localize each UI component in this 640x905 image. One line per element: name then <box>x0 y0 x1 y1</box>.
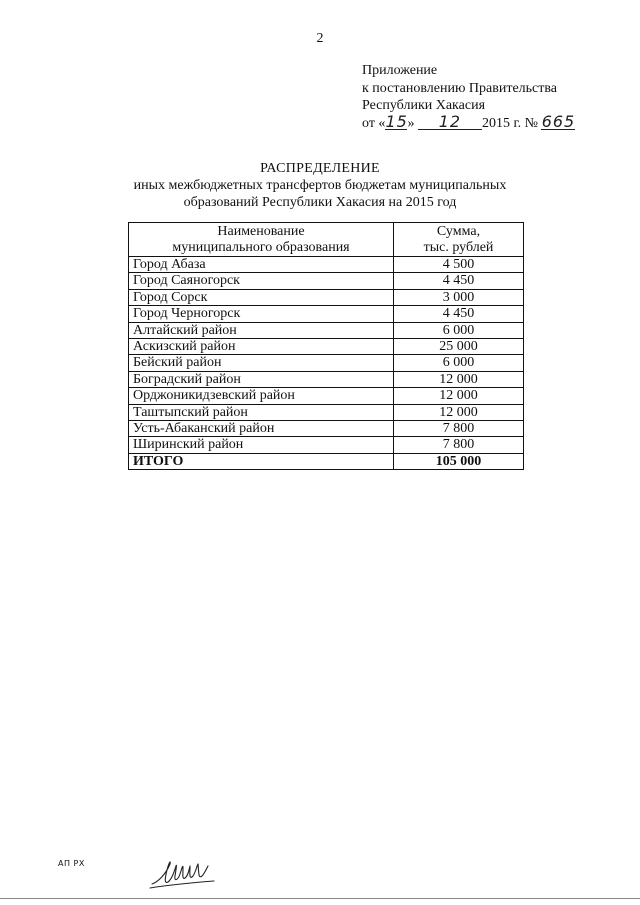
title-subtitle-line1: иных межбюджетных трансфертов бюджетам муниципальных <box>133 178 507 193</box>
appendix-block <box>362 62 575 132</box>
row-name: Алтайский район <box>129 322 394 338</box>
row-sum: 25 000 <box>394 339 524 355</box>
distribution-table <box>128 222 524 470</box>
row-sum: 4 450 <box>394 306 524 322</box>
row-sum: 12 000 <box>394 371 524 387</box>
table-row <box>129 437 524 453</box>
table-row <box>129 322 524 338</box>
signature-icon <box>148 852 218 892</box>
row-sum: 12 000 <box>394 404 524 420</box>
page-number: 2 <box>316 31 324 46</box>
total-label: ИТОГО <box>129 453 394 469</box>
row-name: Город Абаза <box>129 257 394 273</box>
header-name-line1: Наименование <box>217 223 305 239</box>
handwritten-decree-number: 665 <box>541 111 576 131</box>
row-sum: 7 800 <box>394 421 524 437</box>
header-sum-line1: Сумма, <box>436 223 481 239</box>
handwritten-signature <box>148 852 218 897</box>
header-name-line2: муниципального образования <box>172 239 350 255</box>
table-row <box>129 289 524 305</box>
date-close-quote: » <box>407 115 415 131</box>
header-municipality <box>129 223 394 257</box>
header-sum <box>394 223 524 257</box>
row-name: Орджоникидзевский район <box>129 388 394 404</box>
row-name: Город Черногорск <box>129 306 394 322</box>
title-subtitle-line2: образований Республики Хакасия на 2015 год <box>183 195 457 210</box>
page-bottom-edge <box>0 898 640 899</box>
table-row <box>129 421 524 437</box>
row-sum: 6 000 <box>394 355 524 371</box>
appendix-title: Приложение <box>362 63 438 78</box>
handwritten-day: 15 <box>385 111 408 131</box>
table-row <box>129 257 524 273</box>
total-sum: 105 000 <box>394 453 524 469</box>
date-year-number-label: 2015 г. № <box>481 115 538 131</box>
appendix-government: Республики Хакасия <box>362 98 486 113</box>
table-row <box>129 273 524 289</box>
table-header-row <box>129 223 524 257</box>
row-name: Город Саяногорск <box>129 273 394 289</box>
row-name: Таштыпский район <box>129 404 394 420</box>
total-row <box>129 453 524 469</box>
table-row <box>129 339 524 355</box>
document-title <box>0 160 640 211</box>
row-name: Аскизский район <box>129 339 394 355</box>
row-name: Бейский район <box>129 355 394 371</box>
row-sum: 6 000 <box>394 322 524 338</box>
title-main: РАСПРЕДЕЛЕНИЕ <box>260 161 380 176</box>
handwritten-month: 12 <box>418 115 482 130</box>
row-name: Усть-Абаканский район <box>129 421 394 437</box>
row-sum: 3 000 <box>394 289 524 305</box>
row-sum: 4 450 <box>394 273 524 289</box>
date-prefix: от « <box>362 115 386 131</box>
row-name: Город Сорск <box>129 289 394 305</box>
archive-stamp: АП РХ <box>58 859 85 868</box>
table-row <box>129 355 524 371</box>
header-sum-line2: тыс. рублей <box>423 239 494 255</box>
row-sum: 7 800 <box>394 437 524 453</box>
appendix-decree-ref: к постановлению Правительства <box>362 80 558 96</box>
row-sum: 12 000 <box>394 388 524 404</box>
table-row <box>129 306 524 322</box>
table-row <box>129 404 524 420</box>
table-row <box>129 388 524 404</box>
table-row <box>129 371 524 387</box>
appendix-date-line <box>362 111 576 133</box>
row-name: Боградский район <box>129 371 394 387</box>
row-name: Ширинский район <box>129 437 394 453</box>
row-sum: 4 500 <box>394 257 524 273</box>
